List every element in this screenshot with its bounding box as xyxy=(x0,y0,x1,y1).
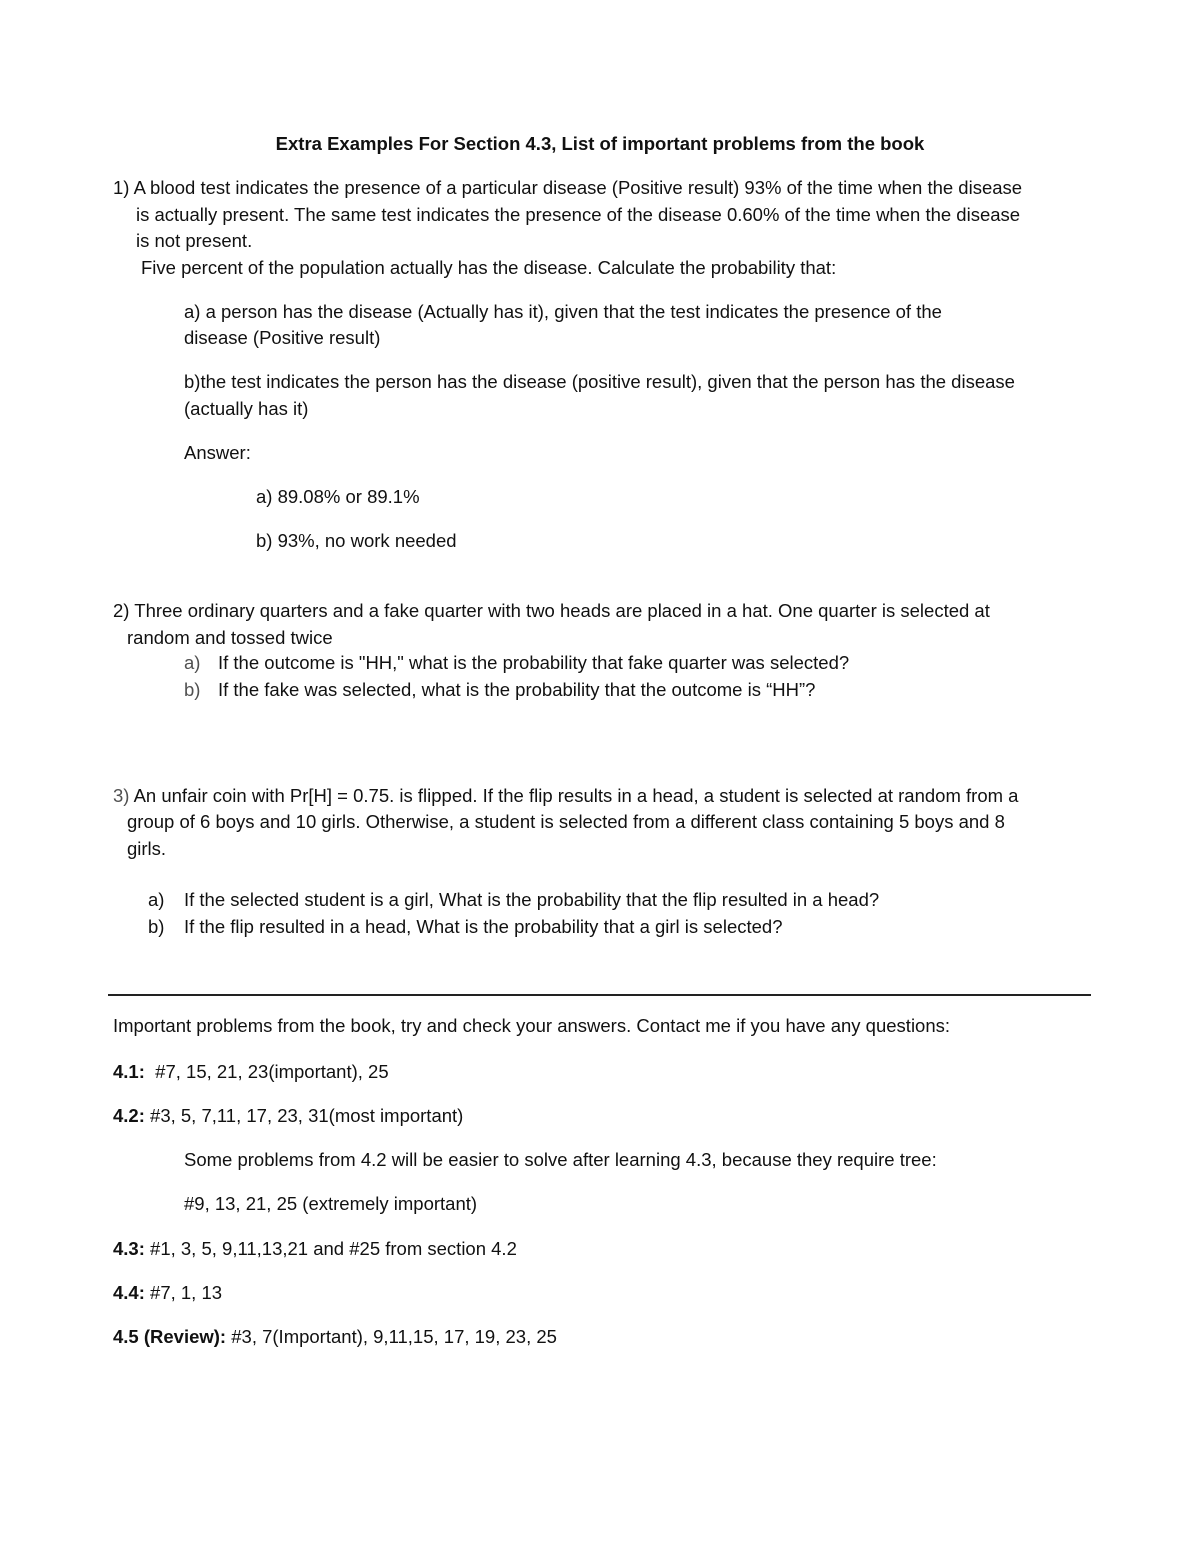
question-2-part-a-text: If the outcome is "HH," what is the probability that fake quarter was selected? xyxy=(218,652,850,673)
section-4-2-tree-problems: #9, 13, 21, 25 (extremely important) xyxy=(184,1193,478,1214)
answer-a: a) 89.08% or 89.1% xyxy=(256,486,420,507)
question-3-number: 3) xyxy=(113,785,130,806)
question-2-part-a-label: a) xyxy=(184,652,201,673)
section-4-5-line: 4.5 (Review): #3, 7(Important), 9,11,15, 17, 19, 23, 25 xyxy=(113,1326,557,1347)
answer-b: b) 93%, no work needed xyxy=(256,530,457,551)
section-4-2-note: Some problems from 4.2 will be easier to solve after learning 4.3, because they require tree: xyxy=(184,1149,937,1170)
section-4-1-label: 4.1: xyxy=(113,1061,145,1082)
document-title: Extra Examples For Section 4.3, List of important problems from the book xyxy=(275,133,925,154)
question-1-line-1: 1) A blood test indicates the presence of a particular disease (Positive result) 93% of the time when the disease xyxy=(113,177,1023,198)
question-3-part-a-text: If the selected student is a girl, What is the probability that the flip resulted in a head? xyxy=(184,889,880,910)
section-4-4-line: 4.4: #7, 1, 13 xyxy=(113,1282,223,1303)
question-1-part-b-line-1: b)the test indicates the person has the disease (positive result), given that the person has the disease xyxy=(184,371,1015,392)
question-2-part-b-text: If the fake was selected, what is the probability that the outcome is “HH”? xyxy=(218,679,816,700)
question-2-line-1: 2) Three ordinary quarters and a fake quarter with two heads are placed in a hat. One quarter is selected at xyxy=(113,600,990,621)
part-a-label: a) xyxy=(184,301,201,322)
question-1-line-2: is actually present. The same test indicates the presence of the disease 0.60% of the time when the disease xyxy=(136,204,1021,225)
section-4-1-line: 4.1: #7, 15, 21, 23(important), 25 xyxy=(113,1061,389,1082)
section-4-4-label: 4.4: xyxy=(113,1282,145,1303)
question-3-part-b-text: If the flip resulted in a head, What is the probability that a girl is selected? xyxy=(184,916,783,937)
section-4-3-line: 4.3: #1, 3, 5, 9,11,13,21 and #25 from section 4.2 xyxy=(113,1238,517,1259)
question-2-number: 2) xyxy=(113,600,130,621)
section-divider xyxy=(108,994,1091,996)
answer-label: Answer: xyxy=(184,442,251,463)
section-4-5-label: 4.5 (Review): xyxy=(113,1326,227,1347)
question-1-line-3: is not present. xyxy=(136,230,253,251)
important-intro: Important problems from the book, try and check your answers. Contact me if you have any questions: xyxy=(113,1015,951,1036)
section-4-2-line: 4.2: #3, 5, 7,11, 17, 23, 31(most important) xyxy=(113,1105,464,1126)
question-2-part-b-label: b) xyxy=(184,679,201,700)
question-1-part-a-line-2: disease (Positive result) xyxy=(184,327,381,348)
section-4-2-label: 4.2: xyxy=(113,1105,145,1126)
question-1-line-4: Five percent of the population actually has the disease. Calculate the probability that: xyxy=(141,257,837,278)
question-3-line-2: group of 6 boys and 10 girls. Otherwise, a student is selected from a different class containing 5 boys and 8 xyxy=(127,811,1005,832)
part-b-label: b) xyxy=(184,371,201,392)
question-1-number: 1) xyxy=(113,177,130,198)
question-3-part-b-label: b) xyxy=(148,916,165,937)
section-4-3-label: 4.3: xyxy=(113,1238,145,1259)
question-1-part-a-line-1: a) a person has the disease (Actually has it), given that the test indicates the presence of the xyxy=(184,301,942,322)
question-3-line-1: 3) An unfair coin with Pr[H] = 0.75. is flipped. If the flip results in a head, a student is selected at random from a xyxy=(113,785,1019,806)
question-3-part-a-label: a) xyxy=(148,889,165,910)
question-2-line-2: random and tossed twice xyxy=(127,627,333,648)
question-3-line-3: girls. xyxy=(127,838,167,859)
question-1-part-b-line-2: (actually has it) xyxy=(184,398,309,419)
